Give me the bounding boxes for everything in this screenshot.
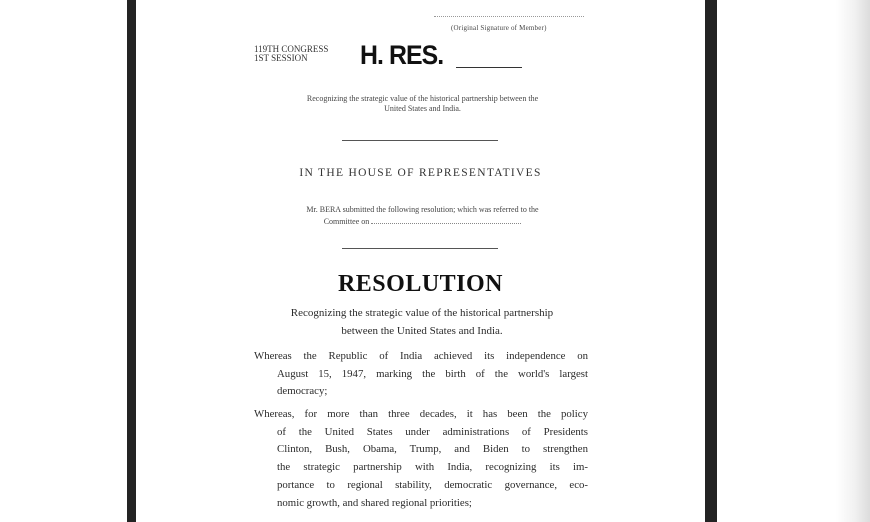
whereas-clause-1 <box>254 348 588 401</box>
clause-line: nomic growth, and shared regional priorities; <box>277 496 472 509</box>
bill-label: H. RES. <box>360 40 444 70</box>
resolution-heading: RESOLUTION <box>337 271 504 297</box>
resolution-title <box>258 304 586 340</box>
chamber-heading: IN THE HOUSE OF REPRESENTATIVES <box>299 167 542 179</box>
clause-line: portance to regional stability, democratic governance, eco- <box>277 478 588 491</box>
divider-rule <box>342 248 498 249</box>
clause-line: Whereas, for more than three decades, it has been the policy <box>254 408 588 420</box>
divider-rule <box>342 140 498 141</box>
short-title <box>260 94 585 114</box>
clause-line: of the United States under administrations of Presidents <box>277 425 588 438</box>
resolution-title-line: between the United States and India. <box>341 325 503 337</box>
clause-line: Whereas the Republic of India achieved its independence on <box>254 350 588 362</box>
committee-blank <box>371 215 521 224</box>
congress-number: 119TH CONGRESS <box>254 44 329 54</box>
committee-line <box>260 215 585 227</box>
committee-label: Committee on <box>323 217 370 226</box>
signature-caption: (Original Signature of Member) <box>451 24 547 32</box>
short-title-line: United States and India. <box>384 104 461 113</box>
page-frame <box>127 0 717 522</box>
bill-number-blank <box>456 67 522 68</box>
clause-line: the strategic partnership with India, recognizing its im- <box>277 461 588 474</box>
resolution-title-line: Recognizing the strategic value of the historical partnership <box>290 307 554 319</box>
session-number: 1ST SESSION <box>254 53 308 63</box>
submission-statement <box>260 204 585 227</box>
signature-line <box>434 16 584 17</box>
congress-session-block <box>254 45 328 63</box>
whereas-clause-2 <box>254 406 588 512</box>
scroll-edge-shadow <box>836 0 870 522</box>
short-title-line: Recognizing the strategic value of the historical partnership between the <box>306 94 539 103</box>
clause-line: democracy; <box>277 385 328 398</box>
clause-line: August 15, 1947, marking the birth of the world's largest <box>277 367 588 380</box>
submission-line: Mr. BERA submitted the following resolution; which was referred to the <box>306 205 539 214</box>
clause-line: Clinton, Bush, Obama, Trump, and Biden to strengthen <box>277 443 588 456</box>
resolution-page[interactable] <box>136 0 705 522</box>
